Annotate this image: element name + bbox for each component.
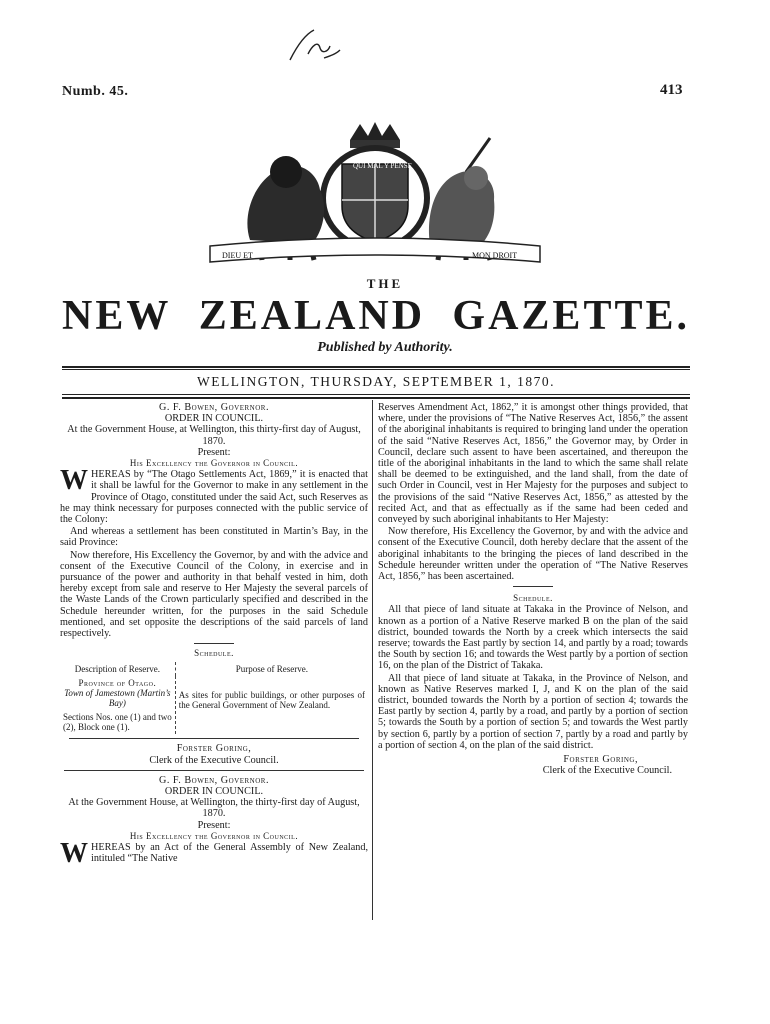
clerk-title-right: Clerk of the Executive Council. (542, 765, 672, 777)
masthead-word-new: NEW (62, 293, 172, 339)
schedule-header-purpose: Purpose of Reserve. (175, 662, 368, 676)
schedule-description-cell (60, 676, 175, 734)
paragraph-text-2: HEREAS by an Act of the General Assembly of New Zealand, intituled “The Native (91, 842, 368, 865)
schedule-province: Province of Otago. (78, 678, 157, 689)
schedule-rule (69, 738, 359, 739)
schedule-town: Town of Jamestown (Martin’s Bay) (64, 688, 171, 709)
rule-top (62, 366, 690, 368)
place-date: At the Government House, at Wellington, this thirty-first day of August, 1870. (67, 424, 361, 447)
column-divider (372, 400, 373, 920)
schedule-header-description: Description of Reserve. (74, 664, 160, 675)
paragraph-now-therefore: Now therefore, His Excellency the Governor, by and with the advice and consent of the Executive Council of the Colony, in exercise and in pursuance of the power and authority in that behalf vested in him, doth hereby except from sale and reserve to Her Majesty the several parcels of the Waste Lands of the Crown particularly specified and described in the Schedule hereunder written, for the purposes in the said Schedule mentioned, and set opposite the descriptions of the said parcels of land respectively. (60, 549, 368, 640)
masthead-word-zealand: ZEALAND (198, 293, 426, 339)
clerk-title: Clerk of the Executive Council. (149, 754, 279, 766)
present-line: Present: (197, 446, 231, 458)
schedule-sections: Sections Nos. one (1) and two (2), Block one (1). (63, 712, 172, 733)
order-title-2: ORDER IN COUNCIL. (164, 786, 264, 798)
royal-coat-of-arms-icon (190, 120, 560, 270)
published-by-authority: Published by Authority. (317, 340, 453, 355)
clerk-name: Forster Goring, (176, 743, 252, 755)
paragraph-settlement: And whereas a settlement has been constituted in Martin’s Bay, in the said Province: (60, 526, 368, 549)
rule-top-inner (62, 369, 690, 370)
governor-line-2: G. F. Bowen, Governor. (158, 774, 269, 786)
schedule-title: Schedule. (194, 648, 234, 659)
council-line-2: His Excellency the Governor in Council. (129, 830, 299, 841)
table-row (60, 662, 368, 676)
masthead-word-gazette: GAZETTE. (452, 293, 690, 339)
drop-cap-2: W (60, 838, 88, 870)
masthead-title (62, 292, 690, 340)
issue-number: Numb. 45. (62, 84, 129, 99)
short-rule (194, 643, 234, 644)
left-column (60, 402, 368, 870)
present-line-2: Present: (197, 819, 231, 831)
motto-right: MON DROIT (472, 251, 518, 260)
schedule-title-right: Schedule. (513, 593, 553, 604)
right-column (378, 402, 688, 777)
dateline: WELLINGTON, THURSDAY, SEPTEMBER 1, 1870. (196, 374, 556, 389)
paragraph-now-therefore-right: Now therefore, His Excellency the Governor, by and with the advice and consent of the Executive Council, doth hereby declare that the assent of the aboriginal inhabitants to the bringing the pieces of land described in the Schedule hereunder written under the operation of “The Native Reserves Act, 1856,” has been ascertained. (378, 526, 688, 583)
section-rule (64, 770, 364, 771)
handwritten-signature (284, 24, 344, 68)
motto-left: DIEU ET (222, 251, 253, 260)
paragraph-whereas (60, 465, 368, 526)
schedule-purpose-cell: As sites for public buildings, or other purposes of the General Government of New Zealand. (175, 676, 368, 734)
page-number: 413 (660, 82, 683, 98)
paragraph-takaka-1: All that piece of land situate at Takaka in the Province of Nelson, and known as a portion of a Native Reserve marked B on the plan of the said district, bounded towards the North by a creek which intersects the said reserve; towards the East partly by section 14, and partly by a road; towards the South by section 16; and towards the West partly by a portion of section 16, on the plan of the District of Takaka. (378, 604, 688, 672)
governor-line: G. F. Bowen, Governor. (158, 402, 269, 413)
drop-cap: W (60, 465, 88, 497)
masthead-the: THE (366, 276, 404, 291)
paragraph-reserves-amendment: Reserves Amendment Act, 1862,” it is amongst other things provided, that where, under the provisions of “The Native Reserves Act, 1856,” the assent of the aboriginal inhabitants is required to bringing land under the operation of the said “Native Reserves Act, 1856,” the Governor may, by Order in Council, declare such assent to have been ascertained, and thereupon the title of the aboriginal inhabitants in the land to which the same shall relate shall be deemed to be extinguished, and the land shall, from the date of such Order in Council, vest in Her Majesty for the purposes and subject to the provisions of the said “Native Reserves Act, 1856,” as attested by the recited Act, and that as effectually as if the same had been ceded and conveyed by such aboriginal inhabitants to Her Majesty: (378, 402, 688, 526)
rule-bottom-inner (62, 394, 690, 395)
garter-text: QUI MAL Y PENSE (353, 162, 412, 170)
rule-bottom (62, 397, 690, 399)
paragraph-whereas-2 (60, 838, 368, 870)
place-date-2: At the Government House, at Wellington, the thirty-first day of August, 1870. (68, 797, 360, 820)
schedule-table (60, 662, 368, 734)
table-row (60, 676, 368, 734)
council-line: His Excellency the Governor in Council. (129, 458, 299, 469)
paragraph-takaka-2: All that piece of land situate at Takaka, in the Province of Nelson, and known as Native Reserves marked I, J, and K on the plan of the said district, bounded towards the North by a portion of section 4; towards the East partly by section 4, partly by a road, and partly by a portion of section 5; towards the South by a portion of section 5; and towards the West partly by section 6, partly by a portion of section 7, partly by a road and partly by a portion of section 4, on the plan of the said district. (378, 672, 688, 751)
order-title: ORDER IN COUNCIL. (164, 413, 264, 425)
short-rule-right (513, 586, 553, 587)
clerk-name-right: Forster Goring, (563, 754, 638, 766)
paragraph-text: HEREAS by “The Otago Settlements Act, 1869,” it is enacted that it shall be lawful for the Governor to make in any settlement in the Province of Otago, constituted under the said Act, such Reserves as he may think necessary for purposes connected with the public service of the Colony: (60, 469, 368, 526)
